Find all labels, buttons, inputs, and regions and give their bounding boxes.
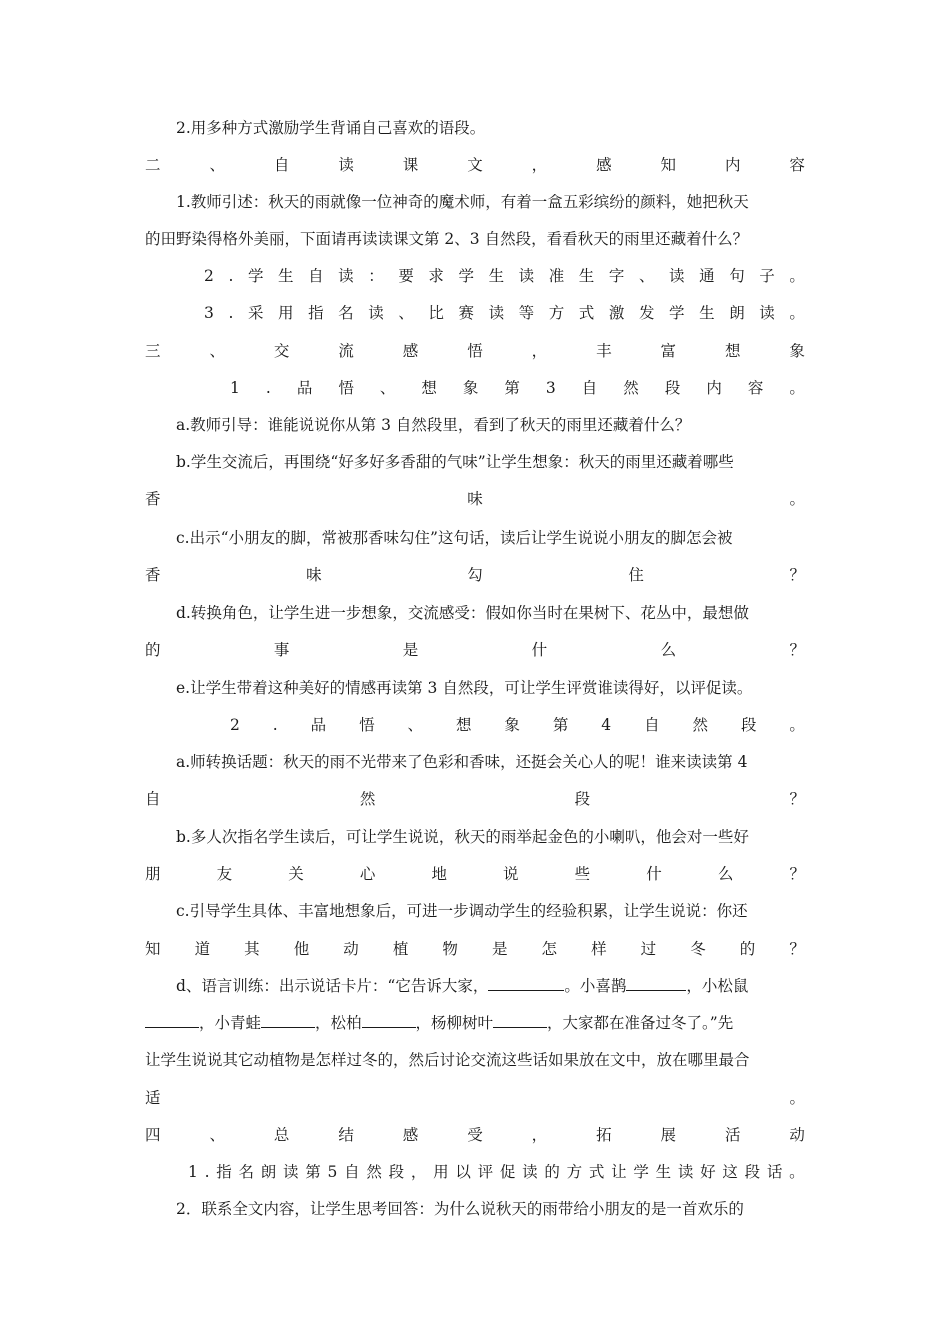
glyph: 3 — [545, 379, 556, 397]
glyph: 以 — [455, 1163, 471, 1181]
glyph: 内 — [706, 379, 722, 397]
glyph: 香 — [145, 490, 161, 508]
glyph: 流 — [338, 342, 354, 360]
glyph: 、 — [379, 379, 396, 397]
glyph: 方 — [566, 1163, 583, 1181]
glyph: 活 — [724, 1126, 741, 1144]
text-line: e.让学生带着这种美好的情感再读第 3 自然段，可让学生评赏谁读得好，以评促读。 — [176, 679, 753, 697]
glyph: 冬 — [690, 940, 706, 958]
text-line — [145, 489, 805, 509]
glyph: 等 — [518, 304, 535, 322]
glyph: 。 — [789, 716, 805, 734]
glyph: 象 — [462, 379, 479, 397]
glyph: ？ — [789, 566, 805, 584]
glyph: 什 — [531, 641, 548, 659]
glyph: 用 — [433, 1163, 449, 1181]
glyph: 读 — [283, 1163, 299, 1181]
glyph: 象 — [504, 716, 520, 734]
glyph: 朗 — [729, 304, 745, 322]
glyph: 交 — [273, 342, 290, 360]
glyph: 式 — [588, 1163, 605, 1181]
text-line: 2.用多种方式激励学生背诵自己喜欢的语段。 — [176, 119, 486, 137]
glyph: 地 — [431, 865, 447, 883]
glyph: 容 — [789, 156, 805, 174]
text-line: c.引导学生具体、丰富地想象后，可进一步调动学生的经验积累，让学生说说：你还 — [176, 902, 748, 920]
glyph: 、 — [209, 1126, 225, 1144]
glyph: 名 — [238, 1163, 255, 1181]
glyph: . — [228, 304, 234, 322]
text-line — [204, 266, 805, 286]
text-line — [145, 864, 805, 884]
glyph: 学 — [669, 304, 685, 322]
glyph: 他 — [293, 940, 310, 958]
glyph: 。 — [789, 379, 805, 397]
glyph: 丰 — [596, 342, 612, 360]
glyph: 展 — [660, 1126, 677, 1144]
glyph: 段 — [744, 1163, 761, 1181]
glyph: ？ — [789, 790, 805, 808]
glyph: 适 — [145, 1089, 161, 1107]
glyph: 然 — [359, 790, 376, 808]
glyph: 关 — [288, 865, 304, 883]
glyph: 味 — [467, 490, 483, 508]
glyph: 的 — [544, 1163, 560, 1181]
glyph: 名 — [338, 304, 354, 322]
glyph: 生 — [488, 267, 505, 285]
fill-blank — [145, 1014, 199, 1028]
glyph: 过 — [640, 940, 657, 958]
glyph: ？ — [789, 940, 805, 958]
glyph: 自 — [145, 790, 161, 808]
glyph: 、 — [209, 342, 225, 360]
glyph: 自 — [308, 267, 324, 285]
section-heading-2 — [145, 155, 805, 175]
glyph: . — [272, 716, 278, 734]
glyph: 读 — [522, 1163, 538, 1181]
text-segment: ，小青蛙 — [199, 1014, 262, 1032]
speech-card-line — [176, 976, 805, 996]
text-segment: ，大家都在准备过冬了。”先 — [547, 1014, 734, 1032]
glyph: 段 — [664, 379, 681, 397]
glyph: ： — [368, 267, 384, 285]
glyph: 评 — [477, 1163, 494, 1181]
glyph: 让 — [611, 1163, 627, 1181]
glyph: 。 — [789, 1089, 805, 1107]
text-line: d.转换角色，让学生进一步想象，交流感受：假如你当时在果树下、花丛中，最想做 — [176, 604, 749, 622]
glyph: 生 — [655, 1163, 672, 1181]
glyph: 学 — [633, 1163, 649, 1181]
text-line: b.多人次指名学生读后，可让学生说说，秋天的雨举起金色的小喇叭，他会对一些好 — [176, 828, 749, 846]
text-line: 2．联系全文内容，让学生思考回答：为什么说秋天的雨带给小朋友的是一首欢乐的 — [176, 1200, 744, 1218]
glyph: 段 — [388, 1163, 405, 1181]
section-heading-3 — [145, 341, 805, 361]
text-line — [188, 1162, 805, 1182]
glyph: 第 — [305, 1163, 321, 1181]
glyph: 动 — [343, 940, 359, 958]
text-line — [145, 640, 805, 660]
text-line: a.师转换话题：秋天的雨不光带来了色彩和香味，还挺会关心人的呢！谁来读读第 4 — [176, 753, 748, 771]
glyph: 读 — [759, 304, 775, 322]
subheading — [230, 378, 805, 398]
text-line — [145, 789, 805, 809]
section-heading-4 — [145, 1125, 805, 1145]
fill-blank — [493, 1014, 547, 1028]
glyph: 。 — [789, 1163, 805, 1181]
glyph: 什 — [646, 865, 662, 883]
text-line: b.学生交流后，再围绕“好多好多香甜的气味”让学生想象：秋天的雨里还藏着哪些 — [176, 453, 734, 471]
glyph: 想 — [455, 716, 472, 734]
text-segment: ，松柏 — [315, 1014, 362, 1032]
glyph: 知 — [145, 940, 161, 958]
glyph: ， — [531, 156, 548, 174]
glyph: 。 — [789, 267, 805, 285]
glyph: 生 — [578, 267, 595, 285]
text-line — [145, 939, 805, 959]
glyph: 么 — [717, 865, 734, 883]
glyph: 段 — [740, 716, 757, 734]
text-segment: ，杨柳树叶 — [415, 1014, 494, 1032]
text-line: 的田野染得格外美丽，下面请再读读课文第 2、3 自然段，看看秋天的雨里还藏着什么？ — [145, 230, 749, 248]
glyph: 1 — [230, 379, 240, 397]
text-segment: ，小松鼠 — [686, 977, 749, 995]
text-line — [204, 303, 805, 323]
glyph: 感 — [402, 1126, 419, 1144]
glyph: 三 — [145, 342, 161, 360]
subheading — [230, 715, 805, 735]
glyph: 植 — [392, 940, 409, 958]
glyph: 么 — [660, 641, 677, 659]
glyph: . — [265, 379, 271, 397]
glyph: 文 — [467, 156, 483, 174]
glyph: . — [204, 1163, 210, 1181]
text-segment: d、语言训练：出示说话卡片：“它告诉大家， — [176, 977, 489, 995]
glyph: 促 — [499, 1163, 516, 1181]
glyph: 第 — [552, 716, 569, 734]
glyph: 友 — [216, 865, 233, 883]
glyph: 比 — [428, 304, 444, 322]
glyph: 二 — [145, 156, 161, 174]
glyph: 然 — [623, 379, 639, 397]
glyph: 是 — [402, 641, 419, 659]
glyph: 、 — [398, 304, 414, 322]
glyph: 然 — [366, 1163, 382, 1181]
glyph: . — [228, 267, 234, 285]
glyph: 总 — [273, 1126, 290, 1144]
glyph: 悟 — [359, 716, 375, 734]
text-line: a.教师引导：谁能说说你从第 3 自然段里，看到了秋天的雨里还藏着什么？ — [176, 416, 691, 434]
glyph: 、 — [209, 156, 225, 174]
glyph: 是 — [491, 940, 508, 958]
glyph: 用 — [278, 304, 294, 322]
glyph: 字 — [608, 267, 625, 285]
glyph: 的 — [739, 940, 756, 958]
glyph: 受 — [467, 1126, 483, 1144]
glyph: 3 — [204, 304, 214, 322]
text-line: c.出示“小朋友的脚，常被那香味勾住”这句话，读后让学生说说小朋友的脚怎会被 — [176, 529, 733, 547]
glyph: 知 — [660, 156, 677, 174]
glyph: 自 — [273, 156, 290, 174]
glyph: 动 — [789, 1126, 805, 1144]
glyph: ， — [531, 342, 548, 360]
glyph: 富 — [660, 342, 677, 360]
glyph: 悟 — [467, 342, 483, 360]
glyph: 其 — [244, 940, 260, 958]
glyph: 道 — [194, 940, 211, 958]
glyph: ， — [410, 1163, 427, 1181]
glyph: 生 — [278, 267, 294, 285]
glyph: 朋 — [145, 865, 161, 883]
glyph: 怎 — [541, 940, 558, 958]
text-line: 让学生说说其它动植物是怎样过冬的，然后讨论交流这些话如果放在文中，放在哪里最合 — [145, 1051, 750, 1069]
glyph: 。 — [789, 304, 805, 322]
glyph: 激 — [608, 304, 625, 322]
glyph: 想 — [724, 342, 741, 360]
glyph: 样 — [591, 940, 607, 958]
fill-blank — [362, 1014, 416, 1028]
glyph: ？ — [789, 641, 805, 659]
glyph: 这 — [722, 1163, 738, 1181]
text-line — [145, 565, 805, 585]
fill-blank — [261, 1014, 315, 1028]
glyph: 物 — [442, 940, 458, 958]
glyph: 的 — [145, 641, 161, 659]
glyph: 内 — [724, 156, 741, 174]
glyph: 式 — [578, 304, 595, 322]
glyph: 1 — [188, 1163, 198, 1181]
glyph: 方 — [548, 304, 565, 322]
glyph: 象 — [789, 342, 805, 360]
glyph: 品 — [310, 716, 327, 734]
glyph: 好 — [700, 1163, 716, 1181]
glyph: 第 — [504, 379, 520, 397]
glyph: 读 — [338, 156, 354, 174]
text-line — [145, 1088, 805, 1108]
glyph: 读 — [338, 267, 354, 285]
glyph: 悟 — [338, 379, 354, 397]
glyph: 发 — [638, 304, 655, 322]
glyph: 子 — [759, 267, 775, 285]
glyph: 然 — [692, 716, 709, 734]
glyph: 采 — [247, 304, 264, 322]
glyph: 2 — [230, 716, 240, 734]
glyph: 、 — [638, 267, 655, 285]
glyph: 求 — [428, 267, 444, 285]
glyph: 话 — [766, 1163, 783, 1181]
glyph: 朗 — [260, 1163, 277, 1181]
glyph: 句 — [729, 267, 745, 285]
glyph: 2 — [204, 267, 214, 285]
glyph: 准 — [548, 267, 565, 285]
glyph: 说 — [503, 865, 519, 883]
glyph: 4 — [601, 716, 612, 734]
glyph: 学 — [247, 267, 264, 285]
glyph: 课 — [402, 156, 419, 174]
glyph: 生 — [699, 304, 715, 322]
glyph: 想 — [421, 379, 437, 397]
glyph: ， — [531, 1126, 548, 1144]
glyph: 。 — [789, 490, 805, 508]
glyph: 结 — [338, 1126, 354, 1144]
glyph: 自 — [644, 716, 660, 734]
fill-blank — [626, 977, 686, 991]
glyph: 拓 — [596, 1126, 612, 1144]
glyph: 些 — [574, 865, 591, 883]
glyph: ？ — [789, 865, 805, 883]
glyph: 读 — [669, 267, 685, 285]
glyph: 段 — [574, 790, 591, 808]
glyph: 品 — [296, 379, 313, 397]
glyph: 自 — [581, 379, 598, 397]
glyph: 住 — [628, 566, 644, 584]
glyph: 赛 — [458, 304, 474, 322]
text-segment: 。小喜鹊 — [564, 977, 627, 995]
text-line: 1.教师引述：秋天的雨就像一位神奇的魔术师，有着一盒五彩缤纷的颜料，她把秋天 — [176, 193, 749, 211]
glyph: 读 — [677, 1163, 694, 1181]
glyph: 5 — [327, 1163, 338, 1181]
glyph: 勾 — [467, 566, 483, 584]
glyph: 容 — [747, 379, 764, 397]
glyph: 读 — [488, 304, 505, 322]
glyph: 通 — [699, 267, 715, 285]
glyph: 指 — [216, 1163, 232, 1181]
glyph: 读 — [518, 267, 535, 285]
glyph: 读 — [368, 304, 384, 322]
glyph: 味 — [306, 566, 322, 584]
glyph: 事 — [273, 641, 290, 659]
glyph: 学 — [458, 267, 474, 285]
glyph: 、 — [407, 716, 424, 734]
glyph: 自 — [344, 1163, 360, 1181]
glyph: 感 — [596, 156, 612, 174]
glyph: 指 — [308, 304, 324, 322]
fill-blank — [488, 977, 564, 991]
glyph: 心 — [359, 865, 376, 883]
glyph: 要 — [398, 267, 414, 285]
glyph: 四 — [145, 1126, 161, 1144]
speech-card-line — [145, 1013, 805, 1033]
glyph: 感 — [402, 342, 419, 360]
glyph: 香 — [145, 566, 161, 584]
